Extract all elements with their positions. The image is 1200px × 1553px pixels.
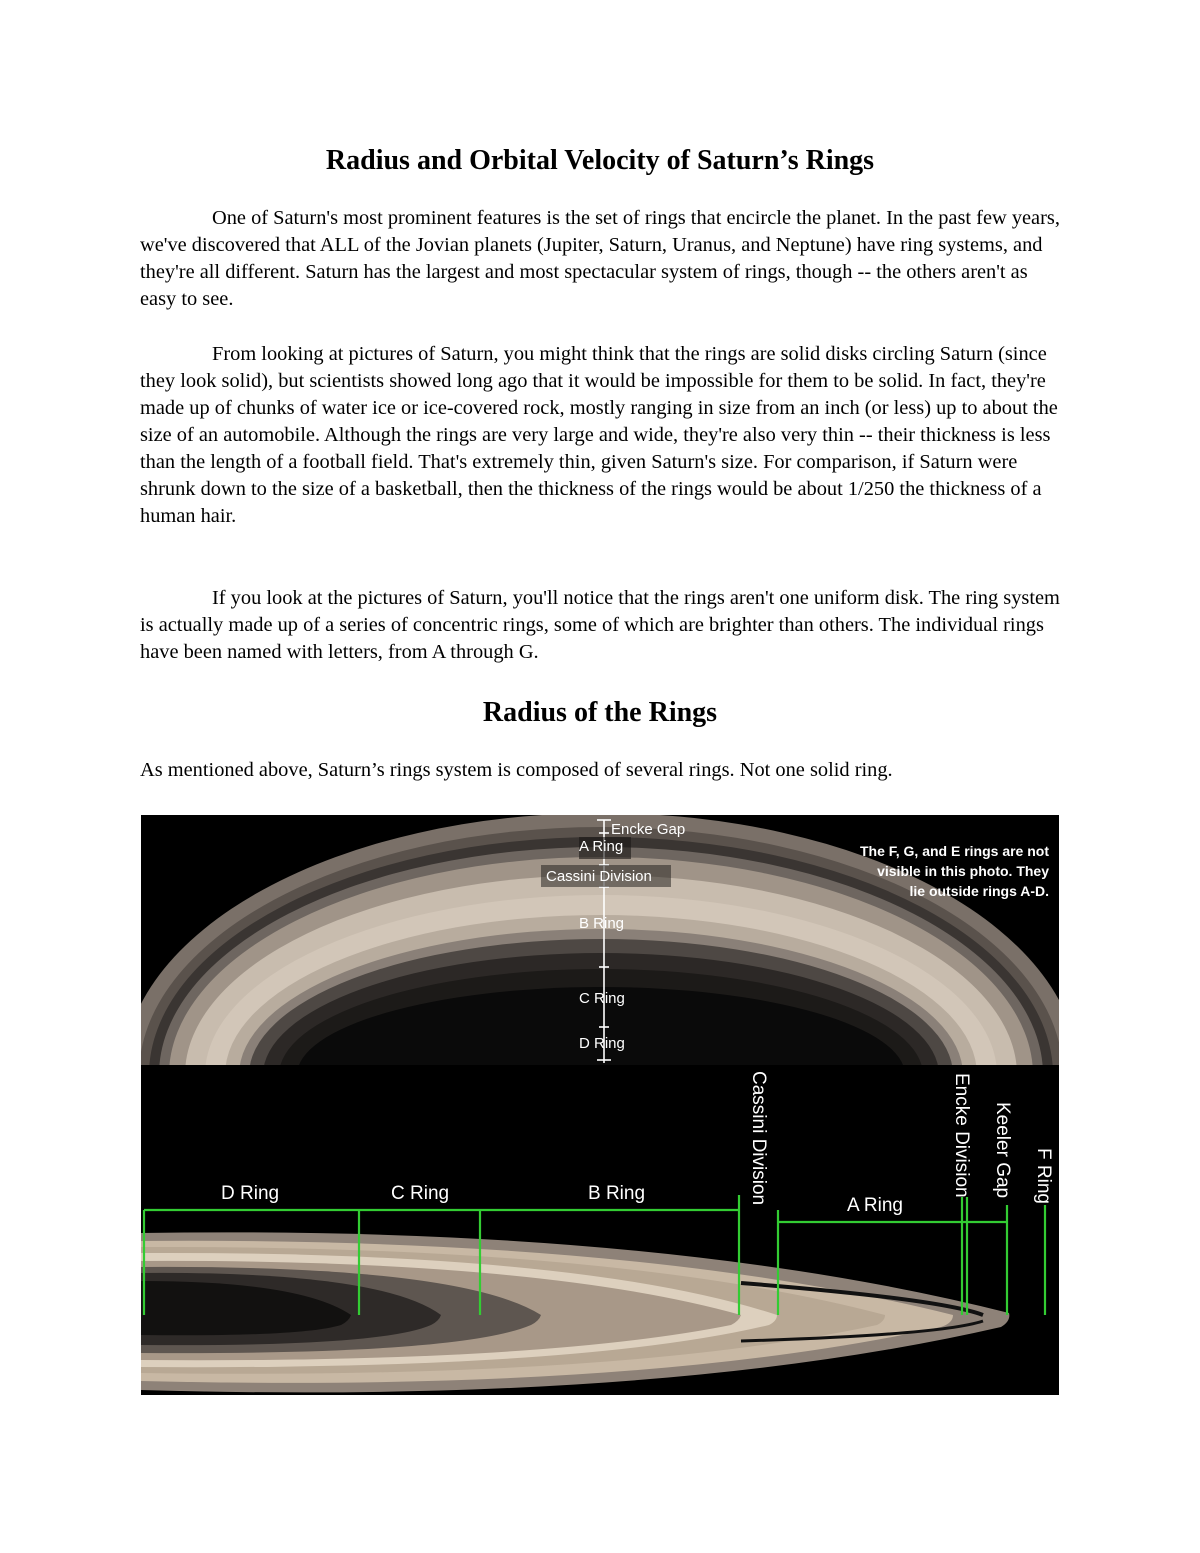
solid-rings-paragraph: From looking at pictures of Saturn, you might think that the rings are solid disks circling Saturn (since they look solid), but scientists showed long ago that it would be impossible for them to be solid. In fact, they're made up of chunks of water ice or ice-covered rock, mostly ranging in size from an inch (or less) up to about the size of an automobile. Although the rings are very large and wide, they're also very thin -- their thickness is less than the length of a football field. That's extremely thin, given Saturn's size. For comparison, if Saturn were shrunk down to the size of a basketball, then the thickness of the rings would be about 1/250 the thickness of a human hair. [140,343,1058,527]
saturn-rings-image [141,815,1059,1395]
label-a-ring: A Ring [847,1195,903,1216]
photo-note-line-2: visible in this photo. They [877,863,1049,879]
section-text: As mentioned above, Saturn’s rings system is composed of several rings. Not one solid ring. [140,759,893,781]
top-label-a-ring: A Ring [579,838,624,855]
photo-note-line-3: lie outside rings A-D. [909,883,1049,899]
page-title: Radius and Orbital Velocity of Saturn’s Rings [325,145,875,176]
label-b-ring: B Ring [588,1183,646,1204]
top-label-cassini-division: Cassini Division [546,868,652,885]
top-label-d-ring: D Ring [579,1035,625,1052]
label-c-ring: C Ring [391,1183,450,1204]
label-cassini-division: Cassini Division [748,1071,769,1206]
label-keeler-gap: Keeler Gap [992,1102,1013,1199]
section-heading: Radius of the Rings [482,697,718,728]
bottom-ring-photo [141,1067,1059,1395]
saturn-rings-figure [141,815,1059,1395]
concentric-rings-paragraph: If you look at the pictures of Saturn, you'll notice that the rings aren't one uniform disk. The ring system is actually made up of a series of concentric rings, some of which are brighter than others. The individual rings have been named with letters, from A through G. [140,587,1060,663]
intro-paragraph: One of Saturn's most prominent features is the set of rings that encircle the planet. In the past few years, we've discovered that ALL of the Jovian planets (Jupiter, Saturn, Uranus, and Neptune) have ring systems, and they're all different. Saturn has the largest and most spectacular system of rings, though -- the others aren't as easy to see. [140,207,1060,310]
label-d-ring: D Ring [221,1183,280,1204]
label-f-ring: F Ring [1033,1148,1054,1204]
top-label-c-ring: C Ring [579,990,625,1007]
photo-note-line-1: The F, G, and E rings are not [859,843,1049,859]
top-label-encke-gap: Encke Gap [611,821,686,838]
label-encke-division: Encke Division [951,1073,972,1198]
top-label-b-ring: B Ring [579,915,625,932]
